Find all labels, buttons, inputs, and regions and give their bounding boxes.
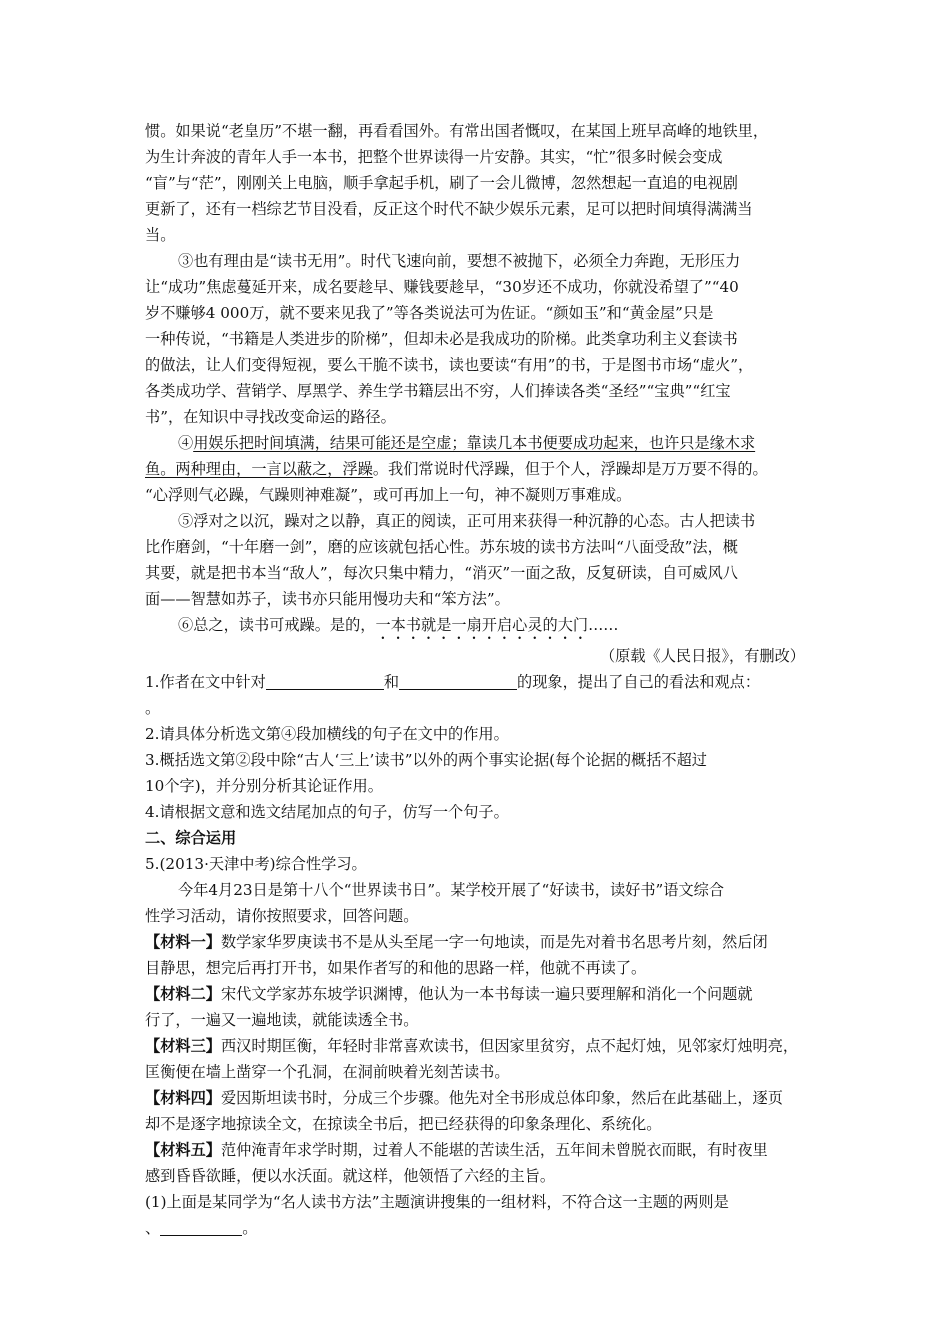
para3-line: ③也有理由是“读书无用”。时代飞速向前，要想不被抛下，必须全力奔跑，无形压力 (178, 252, 741, 270)
question-2: 2.请具体分析选文第④段加横线的句子在文中的作用。 (145, 725, 509, 743)
intro-line: 更新了，还有一档综艺节目没看，反正这个时代不缺少娱乐元素，足可以把时间填得满满当 (145, 200, 753, 218)
material-text: 范仲淹青年求学时期，过着人不能堪的苦读生活，五年间未曾脱衣而眠，有时夜里 (220, 1141, 768, 1159)
question-5-1: (1)上面是某同学为“名人读书方法”主题演讲搜集的一组材料，不符合这一主题的两则是 (145, 1193, 729, 1211)
material-text: 爱因斯坦读书时，分成三个步骤。他先对全书形成总体印象，然后在此基础上，逐页 (220, 1089, 783, 1107)
para3-line: 一种传说，“书籍是人类进步的阶梯”，但却未必是我成功的阶梯。此类拿功利主义套读书 (145, 330, 738, 348)
q5-intro-line: 今年4月23日是第十八个“世界读书日”。某学校开展了“好读书，读好书”语文综合 (178, 881, 725, 899)
material-label: 【材料五】 (145, 1141, 221, 1159)
para3-line: 各类成功学、营销学、厚黑学、养生学书籍层出不穷，人们捧读各类“圣经”“宝典”“红宝 (145, 382, 731, 400)
underlined-sentence: 用娱乐把时间填满，结果可能还是空虚；靠读几本书便要成功起来，也许只是缘木求 (193, 434, 756, 452)
material-label: 【材料三】 (145, 1037, 221, 1055)
intro-line: 为生计奔波的青年人手一本书，把整个世界读得一片安静。其实，“忙”很多时候会变成 (145, 148, 723, 166)
question-3: 10个字)，并分别分析其论证作用。 (145, 777, 383, 795)
material-label: 【材料一】 (145, 933, 221, 951)
material-line (145, 1033, 815, 1059)
para4-text: 。我们常说时代浮躁，但于个人，浮躁却是万万要不得的。 (372, 460, 768, 478)
q1-text: 和 (383, 673, 399, 691)
material-line: 感到昏昏欲睡，便以水沃面。就这样，他领悟了六经的主旨。 (145, 1167, 556, 1185)
material-text: 数学家华罗庚读书不是从头至尾一字一句地读，而是先对着书名思考片刻，然后闭 (220, 933, 768, 951)
material-line: 行了，一遍又一遍地读，就能读透全书。 (145, 1011, 419, 1029)
intro-line: 当。 (145, 226, 176, 244)
material-line (145, 1137, 815, 1163)
material-text: 西汉时期匡衡，年轻时非常喜欢读书，但因家里贫穷，点不起灯烛，见邻家灯烛明亮， (220, 1037, 799, 1055)
material-line: 匡衡便在墙上凿穿一个孔洞，在洞前映着光刻苦读书。 (145, 1063, 510, 1081)
q1-end: 。 (145, 699, 161, 717)
question-4: 4.请根据文意和选文结尾加点的句子，仿写一个句子。 (145, 803, 509, 821)
q5-intro-line: 性学习活动，请你按照要求，回答问题。 (145, 907, 419, 925)
section-heading: 二、综合运用 (145, 829, 237, 847)
q5-1-text: 、 (145, 1219, 161, 1237)
question-3: 3.概括选文第②段中除“古人‘三上’读书”以外的两个事实论据(每个论据的概括不超过 (145, 751, 707, 769)
para6-line (145, 612, 815, 643)
para6-ellipsis: …… (588, 616, 619, 634)
document-page (145, 118, 815, 1241)
para5-line: 面——智慧如苏子，读书亦只能用慢功夫和“笨方法”。 (145, 590, 510, 608)
answer-blank[interactable] (399, 673, 517, 690)
material-line (145, 981, 815, 1007)
para3-line: 书”，在知识中寻找改变命运的路径。 (145, 408, 396, 426)
question-5-1-answer (145, 1215, 815, 1241)
intro-line: “盲”与“茫”，刚刚关上电脑，顺手拿起手机，刷了一会儿微博，忽然想起一直追的电视剧 (145, 174, 738, 192)
para4-number: ④ (178, 434, 194, 452)
para4-line-3: “心浮则气必躁，气躁则神难凝”，或可再加上一句，神不凝则万事难成。 (145, 486, 632, 504)
material-line: 目静思，想完后再打开书，如果作者写的和他的思路一样，他就不再读了。 (145, 959, 647, 977)
para4-line-1 (145, 430, 815, 456)
material-text: 宋代文学家苏东坡学识渊博，他认为一本书每读一遍只要理解和消化一个问题就 (220, 985, 753, 1003)
dotted-sentence: 一本书就是一扇开启心灵的大门 (375, 616, 589, 634)
para4-line-2 (145, 456, 815, 482)
material-label: 【材料四】 (145, 1089, 221, 1107)
question-5-title: 5.(2013·天津中考)综合性学习。 (145, 855, 367, 873)
q1-text: 1.作者在文中针对 (145, 673, 266, 691)
para3-line: 的做法，让人们变得短视，要么干脆不读书，读也要读“有用”的书，于是图书市场“虚火”， (145, 356, 754, 374)
intro-line: 惯。如果说“老皇历”不堪一翻，再看看国外。有常出国者慨叹，在某国上班早高峰的地铁里， (145, 122, 769, 140)
material-line: 却不是逐字地掠读全文，在掠读全书后，把已经获得的印象条理化、系统化。 (145, 1115, 662, 1133)
para3-line: 让“成功”焦虑蔓延开来，成名要趁早、赚钱要趁早，“30岁还不成功，你就没希望了”“40 (145, 278, 739, 296)
para5-line: 比作磨剑，“十年磨一剑”，磨的应该就包括心性。苏东坡的读书方法叫“八面受敌”法，概 (145, 538, 738, 556)
answer-blank[interactable] (160, 1219, 242, 1236)
para6-text: ⑥总之，读书可戒躁。是的， (178, 616, 376, 634)
material-line (145, 929, 815, 955)
para3-line: 岁不赚够4 000万，就不要来见我了”等各类说法可为佐证。“颜如玉”和“黄金屋”只是 (145, 304, 714, 322)
para5-line: 其要，就是把书本当“敌人”，每次只集中精力，“消灭”一面之敌，反复研读，自可威风八 (145, 564, 738, 582)
q1-text: 的现象，提出了自己的看法和观点： (517, 673, 760, 691)
question-1 (145, 669, 815, 695)
material-label: 【材料二】 (145, 985, 221, 1003)
answer-blank[interactable] (266, 673, 384, 690)
para5-line: ⑤浮对之以沉，躁对之以静，真正的阅读，正可用来获得一种沉静的心态。古人把读书 (178, 512, 756, 530)
underlined-sentence: 鱼。两种理由，一言以蔽之，浮躁 (145, 460, 373, 478)
source-note: （原载《人民日报》，有删改） (599, 647, 805, 665)
q5-1-text: 。 (242, 1219, 258, 1237)
material-line (145, 1085, 815, 1111)
